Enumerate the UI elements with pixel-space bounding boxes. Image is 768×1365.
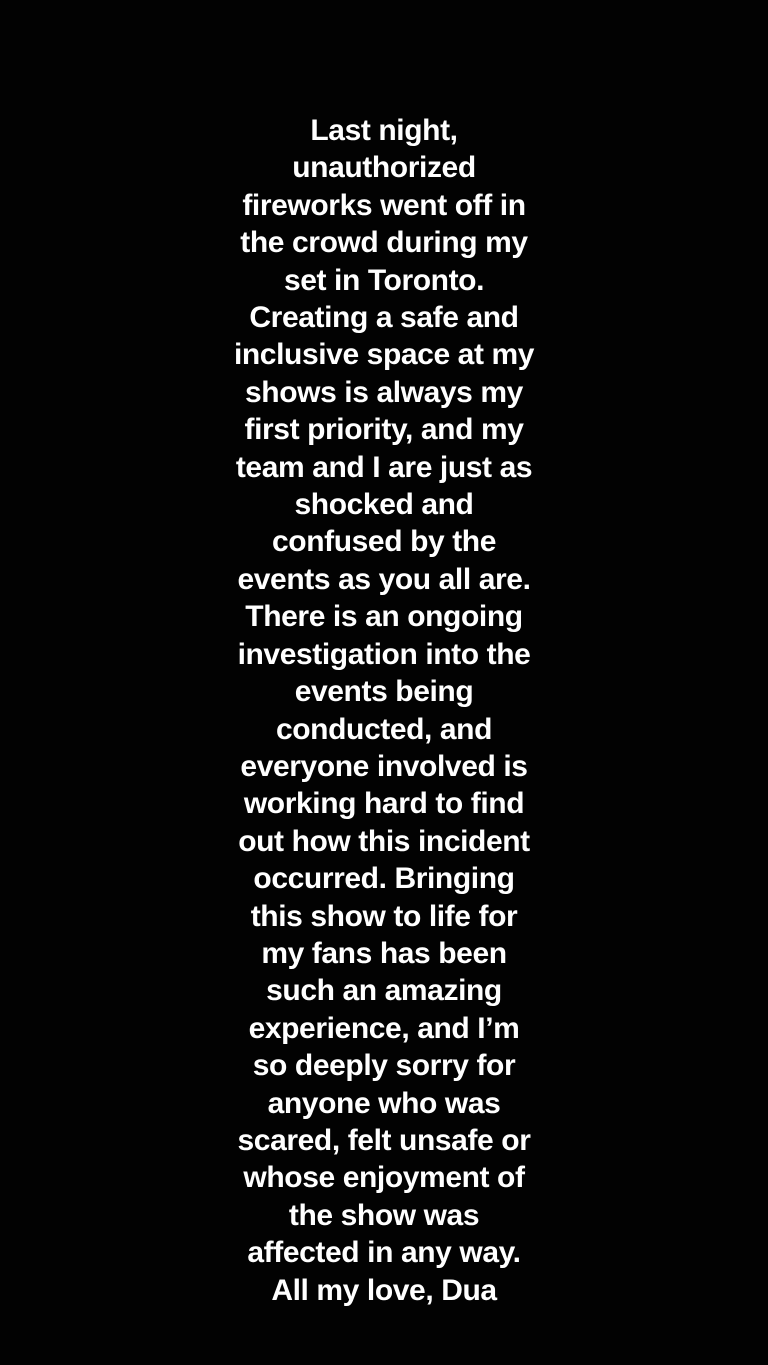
story-text-line: inclusive space at my — [233, 338, 535, 372]
story-text-line: anyone who was — [267, 1086, 501, 1120]
story-text-line: such an amazing — [266, 974, 502, 1008]
story-text-line: All my love, Dua — [271, 1273, 497, 1307]
story-text-line: the crowd during my — [240, 226, 528, 260]
story-text-line: first priority, and my — [244, 413, 524, 447]
story-text-line: Last night, — [310, 114, 458, 147]
story-statement-text — [0, 112, 768, 1309]
story-text-line: investigation into the — [237, 637, 531, 671]
story-text-line: so deeply sorry for — [252, 1049, 516, 1083]
story-text-line: this show to life for — [250, 899, 518, 933]
story-text-line: affected in any way. — [247, 1236, 521, 1270]
story-text-line: shows is always my — [245, 375, 523, 409]
story-text-line: set in Toronto. — [283, 263, 485, 297]
story-text-line: working hard to find — [243, 787, 525, 821]
story-text-line: everyone involved is — [240, 749, 528, 783]
story-text-line: scared, felt unsafe or — [237, 1123, 531, 1157]
story-text-line: events being — [294, 675, 474, 709]
story-text-line: the show was — [288, 1198, 480, 1232]
story-text-line: team and I are just as — [235, 450, 533, 484]
story-text-line: Creating a safe and — [249, 301, 519, 335]
story-text-line: out how this incident — [238, 824, 530, 858]
story-text-line: whose enjoyment of — [243, 1161, 525, 1195]
story-text-line: unauthorized — [292, 151, 476, 185]
story-text-line: conducted, and — [275, 712, 493, 746]
story-text-line: fireworks went off in — [242, 188, 526, 222]
story-text-line: shocked and — [294, 488, 474, 522]
story-text-line: events as you all are. — [237, 562, 531, 596]
story-text-line: experience, and I’m — [248, 1011, 520, 1045]
story-text-line: my fans has been — [261, 936, 507, 970]
story-text-line: There is an ongoing — [245, 600, 523, 634]
story-text-line: confused by the — [271, 525, 497, 559]
story-text-line: occurred. Bringing — [253, 862, 515, 896]
